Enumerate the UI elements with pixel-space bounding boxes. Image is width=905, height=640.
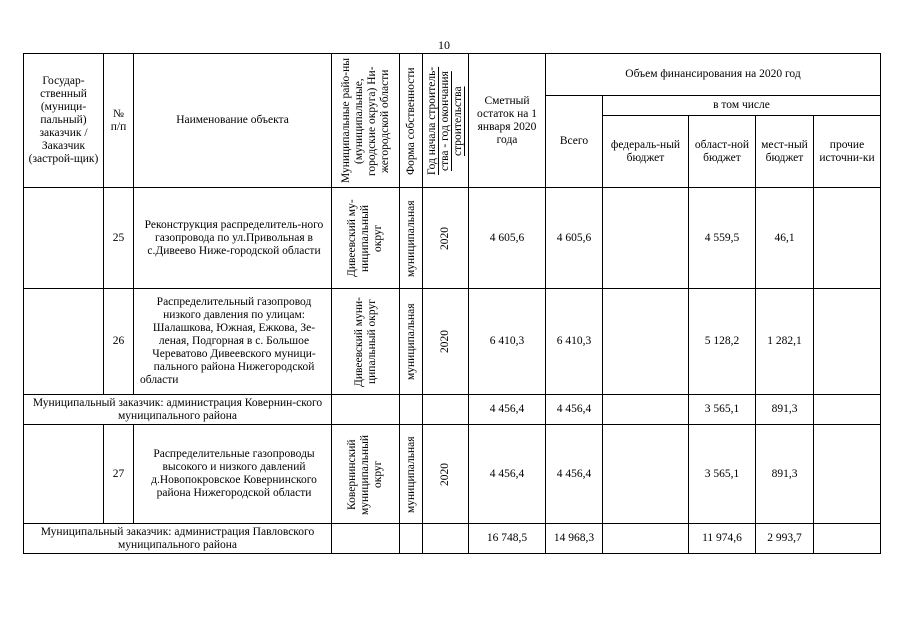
cell-total: 4 605,6 [546,188,603,289]
cell-num: 27 [104,425,134,524]
header-including: в том числе [603,96,881,116]
cell-district: Ковернинский муниципальный округ [332,425,400,524]
cell-empty [332,524,400,554]
cell-num: 26 [104,289,134,395]
cell-other [814,425,881,524]
financing-table [23,53,881,554]
cell-regional: 4 559,5 [689,188,756,289]
page-number: 10 [438,38,450,52]
cell-customer [24,425,104,524]
cell-regional: 3 565,1 [689,425,756,524]
subtotal-row [24,524,881,554]
header-federal: федераль-ный бюджет [603,116,689,188]
cell-empty [423,395,469,425]
subtotal-balance: 4 456,4 [469,395,546,425]
cell-local: 1 282,1 [756,289,814,395]
table-row [24,425,881,524]
header-local: мест-ный бюджет [756,116,814,188]
subtotal-regional: 3 565,1 [689,395,756,425]
cell-object-name: Распределительные газопроводы высокого и низкого давлений д.Новопокровское Ковернинского района Нижегородской области [134,425,332,524]
cell-other [814,188,881,289]
cell-empty [400,524,423,554]
subtotal-balance: 16 748,5 [469,524,546,554]
header-other: прочие источни-ки [814,116,881,188]
cell-empty [603,395,689,425]
cell-total: 6 410,3 [546,289,603,395]
header-years: Год начала строитель-ства - год окончания строительства [423,54,469,188]
cell-district: Дивеевский му-ниципальный округ [332,188,400,289]
cell-local: 46,1 [756,188,814,289]
cell-year: 2020 [423,188,469,289]
cell-customer [24,188,104,289]
cell-ownership: муниципальная [400,425,423,524]
cell-federal [603,289,689,395]
header-object-name: Наименование объекта [134,54,332,188]
cell-balance: 4 456,4 [469,425,546,524]
header-total: Всего [546,96,603,188]
subtotal-regional: 11 974,6 [689,524,756,554]
cell-empty [814,524,881,554]
cell-customer [24,289,104,395]
cell-other [814,289,881,395]
cell-total: 4 456,4 [546,425,603,524]
cell-empty [423,524,469,554]
cell-ownership: муниципальная [400,188,423,289]
table-row [24,188,881,289]
subtotal-label: Муниципальный заказчик: администрация Павловского муниципального района [24,524,332,554]
header-municipal-district: Муниципальные райо-ны (муниципальные, городские округа) Ни-жегородской области [332,54,400,188]
subtotal-total: 4 456,4 [546,395,603,425]
header-estimated-balance: Сметный остаток на 1 января 2020 года [469,54,546,188]
subtotal-total: 14 968,3 [546,524,603,554]
cell-district: Дивеевский муни-ципальный округ [332,289,400,395]
cell-balance: 4 605,6 [469,188,546,289]
cell-object-name: Распределительный газопровод низкого давления по улицам: Шалашкова, Южная, Ежкова, Зе-леная, Подгорная в с. Большое Череватово Дивеевского муници-пального района Нижегородской области [134,289,332,395]
header-customer: Государ-ственный (муници-пальный) заказчик / Заказчик (застрой-щик) [24,54,104,188]
cell-year: 2020 [423,425,469,524]
cell-local: 891,3 [756,425,814,524]
subtotal-label: Муниципальный заказчик: администрация Ковернин-ского муниципального района [24,395,332,425]
header-financing-volume: Объем финансирования на 2020 год [546,54,881,96]
cell-empty [400,395,423,425]
subtotal-row [24,395,881,425]
cell-empty [814,395,881,425]
subtotal-local: 891,3 [756,395,814,425]
cell-num: 25 [104,188,134,289]
cell-empty [603,524,689,554]
cell-federal [603,425,689,524]
header-num: № п/п [104,54,134,188]
cell-regional: 5 128,2 [689,289,756,395]
cell-object-name: Реконструкция распределитель-ного газопровода по ул.Привольная в с.Дивеево Ниже-городской области [134,188,332,289]
cell-year: 2020 [423,289,469,395]
header-ownership: Форма собственности [400,54,423,188]
header-regional: област-ной бюджет [689,116,756,188]
subtotal-local: 2 993,7 [756,524,814,554]
cell-federal [603,188,689,289]
cell-ownership: муниципальная [400,289,423,395]
cell-empty [332,395,400,425]
cell-balance: 6 410,3 [469,289,546,395]
table-row [24,289,881,395]
